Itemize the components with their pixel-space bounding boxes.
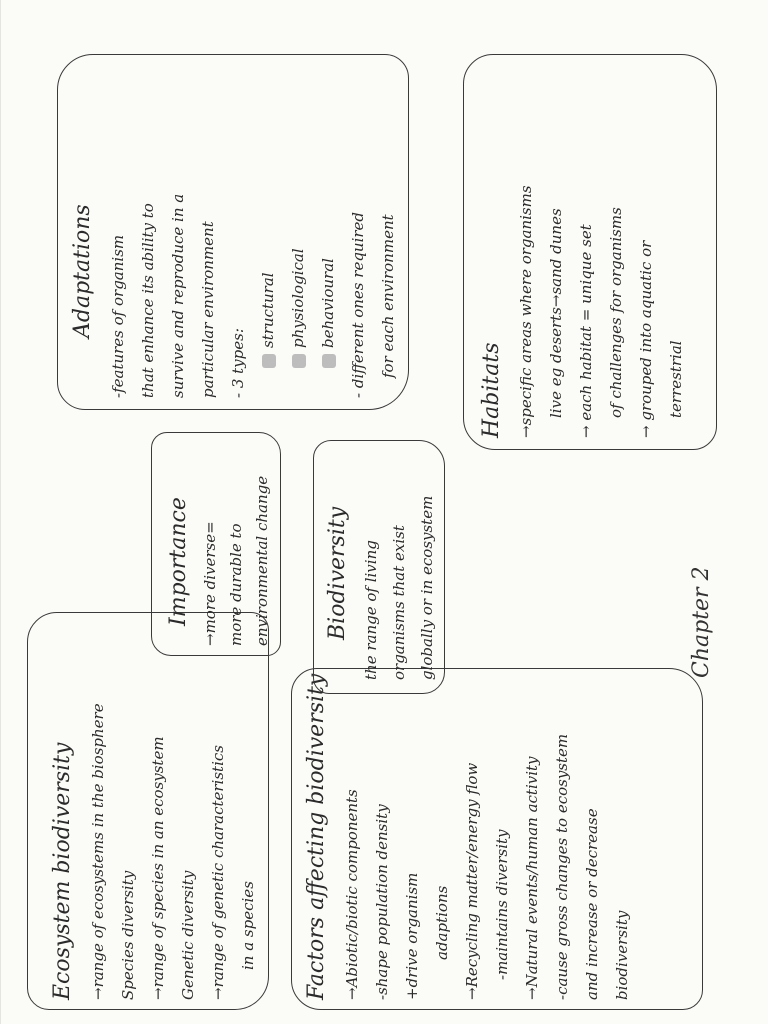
adaptations-line-9: - different ones required xyxy=(349,211,367,398)
habitats-line-2: live eg deserts→sand dunes xyxy=(547,208,565,418)
adaptations-line-2: that enhance its ability to xyxy=(139,203,157,398)
ecosystem-line-5: →range of genetic characteristics xyxy=(209,745,227,1000)
bullet-icon xyxy=(292,354,306,368)
habitats-line-3: → each habitat = unique set xyxy=(577,224,595,438)
type-physiological: physiological xyxy=(289,248,307,348)
habitats-line-4: of challenges for organisms xyxy=(607,207,625,418)
adaptations-line-8 xyxy=(313,58,343,398)
importance-title: Importance xyxy=(166,497,191,626)
factors-line-7: →Natural events/human activity xyxy=(523,756,541,1000)
factors-text xyxy=(297,670,637,1000)
adaptations-line-4: particular environment xyxy=(199,221,217,398)
adaptations-line-10: for each environment xyxy=(379,214,397,378)
factors-line-5: →Recycling matter/energy flow xyxy=(463,762,481,1000)
habitats-line-5: → grouped into aquatic or xyxy=(637,240,655,438)
adaptations-title: Adaptations xyxy=(70,204,95,338)
ecosystem-line-4: Genetic diversity xyxy=(179,870,197,1000)
bullet-icon xyxy=(262,354,276,368)
ecosystem-title: Ecosystem biodiversity xyxy=(50,742,75,1000)
ecosystem-line-3: →range of species in an ecosystem xyxy=(149,736,167,1000)
biodiversity-text xyxy=(319,445,441,680)
biodiversity-line-2: organisms that exist xyxy=(390,525,408,680)
ecosystem-line-2: Species diversity xyxy=(119,870,137,1000)
importance-text xyxy=(161,436,275,646)
biodiversity-line-1: the range of living xyxy=(362,540,380,680)
type-structural: structural xyxy=(259,272,277,348)
bullet-icon xyxy=(322,354,336,368)
adaptations-line-1: -features of organism xyxy=(109,234,127,398)
factors-line-4: adaptions xyxy=(433,885,451,960)
ecosystem-line-1: →range of ecosystems in the biosphere xyxy=(89,703,107,1000)
ecosystem-text xyxy=(43,620,263,1000)
ecosystem-line-6: in a species xyxy=(239,881,257,970)
factors-line-3: +drive organism xyxy=(403,872,421,1000)
factors-line-1: →Abiotic/biotic components xyxy=(343,789,361,1000)
habitats-text xyxy=(473,58,691,438)
factors-line-6: -maintains diversity xyxy=(493,829,511,980)
habitats-line-6: terrestrial xyxy=(667,340,685,418)
biodiversity-title: Biodiversity xyxy=(325,506,350,640)
chapter-label: Chapter 2 xyxy=(689,566,714,678)
factors-line-10: biodiversity xyxy=(613,910,631,1000)
biodiversity-line-3: globally or in ecosystem xyxy=(418,495,436,680)
adaptations-line-6 xyxy=(253,58,283,398)
importance-line-2: more durable to xyxy=(227,523,245,646)
factors-line-8: -cause gross changes to ecosystem xyxy=(553,733,571,1000)
importance-line-3: environmental change xyxy=(253,475,271,646)
type-behavioural: behavioural xyxy=(319,258,337,348)
habitats-title: Habitats xyxy=(479,342,504,438)
adaptations-text xyxy=(63,58,403,398)
factors-line-2: -shape population density xyxy=(373,804,391,1000)
importance-line-1: →more diverse= xyxy=(201,521,219,646)
habitats-line-1: →specific areas where organisms xyxy=(517,185,535,438)
adaptations-line-7 xyxy=(283,58,313,398)
adaptations-line-5: - 3 types: xyxy=(229,328,247,398)
factors-title: Factors affecting biodiversity xyxy=(304,673,329,1000)
adaptations-line-3: survive and reproduce in a xyxy=(169,193,187,398)
factors-line-9: and increase or decrease xyxy=(583,808,601,1000)
